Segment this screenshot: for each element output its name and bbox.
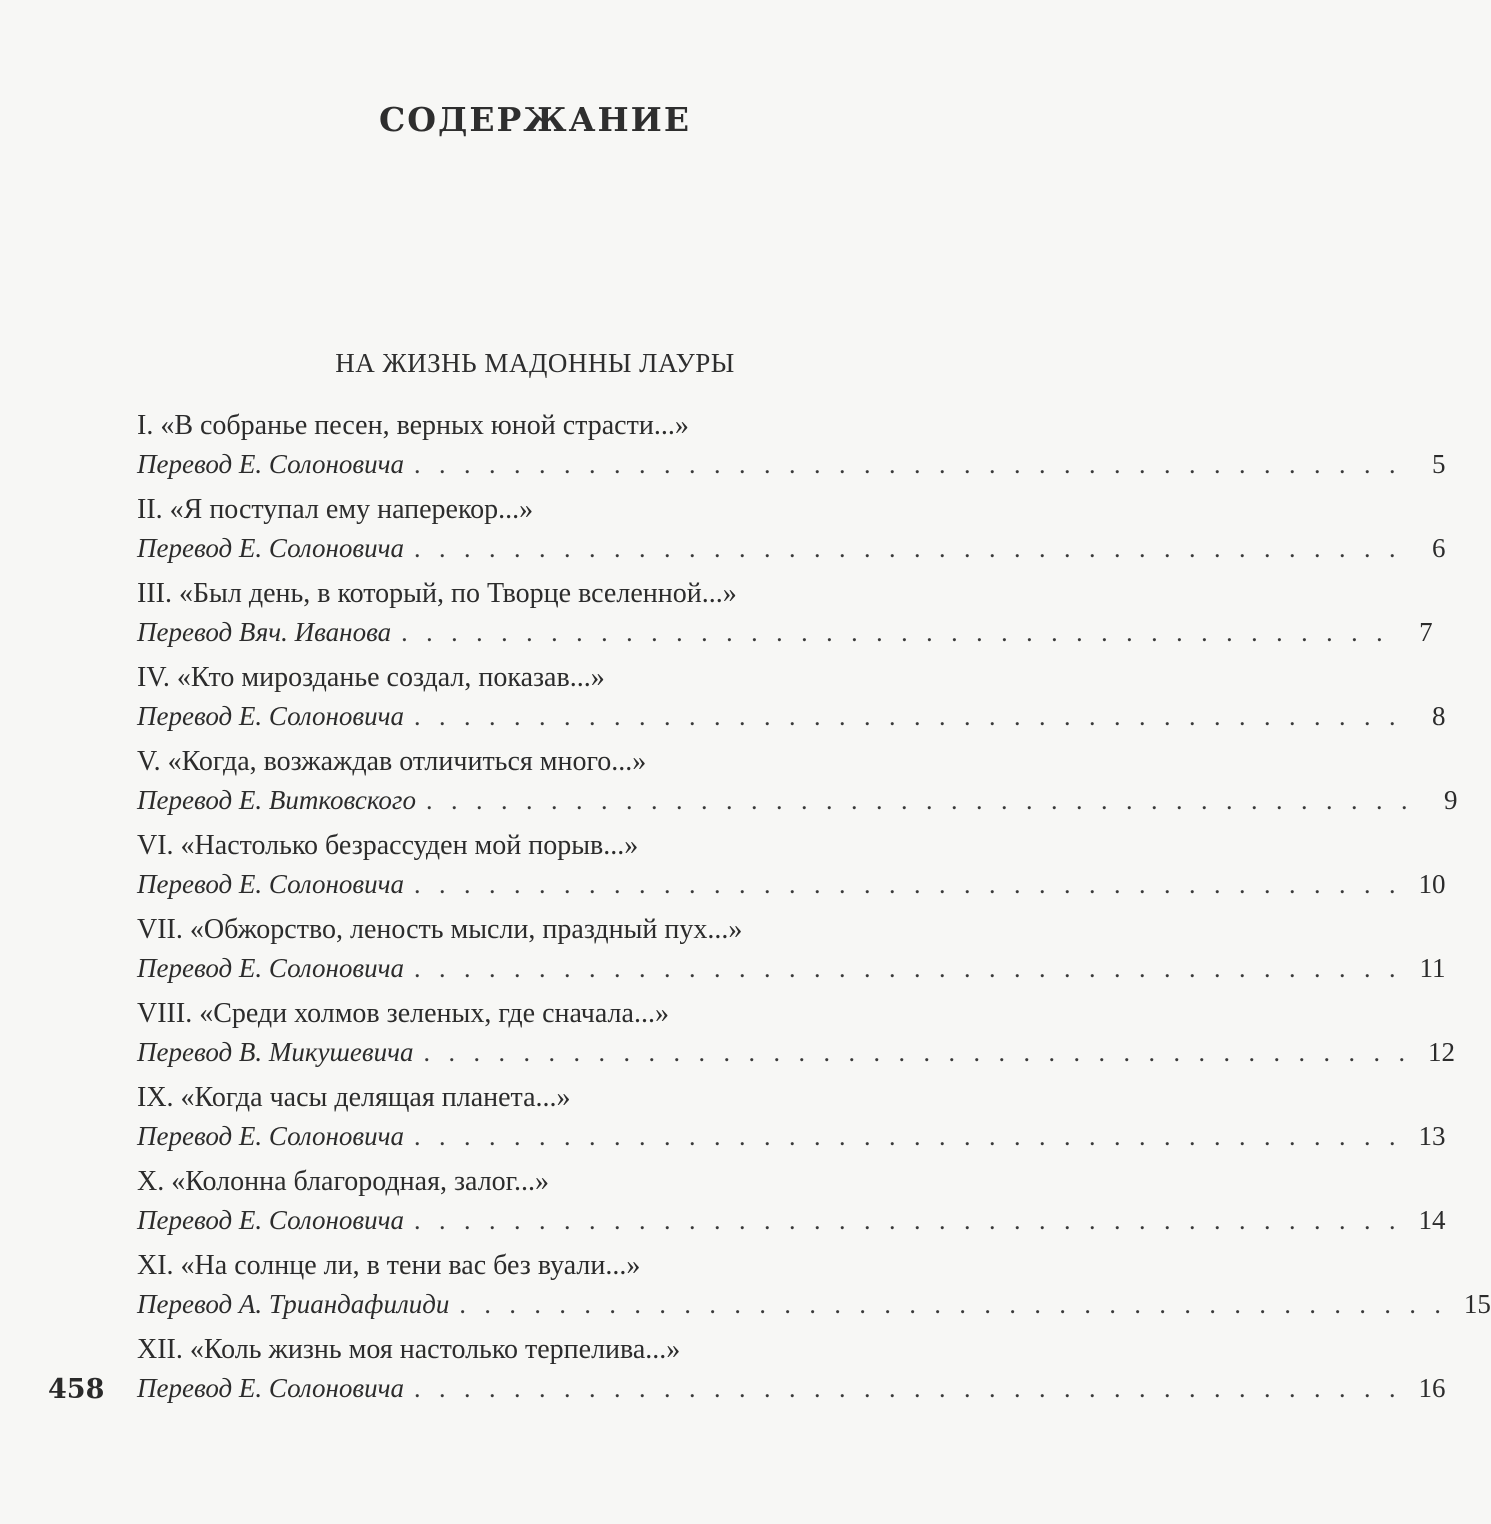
dot-leader: . . . . . . . . . . . . . . . . . . . . . . . . . . . . . . . . . . . . . . . . (459, 1290, 1447, 1319)
entry-page-number: 10 (1418, 869, 1446, 899)
entry-translator: Перевод Е. Солоновича (137, 701, 404, 731)
entry-title: X. «Колонна благородная, залог...» (137, 1166, 550, 1197)
entry-page-number: 13 (1418, 1121, 1446, 1151)
dot-leader: . . . . . . . . . . . . . . . . . . . . . . . . . . . . . . . . . . . . . . . . (401, 618, 1389, 647)
entry-title: II. «Я поступал ему наперекор...» (137, 494, 534, 525)
entry-page-number: 16 (1418, 1373, 1446, 1403)
entry-page-number: 15 (1463, 1289, 1491, 1319)
toc-entry[interactable] (137, 404, 1446, 488)
entry-translator: Перевод Е. Солоновича (137, 1121, 404, 1151)
entry-translator: Перевод Е. Солоновича (137, 533, 404, 563)
entry-title: XI. «На солнце ли, в тени вас без вуали...» (137, 1250, 641, 1281)
dot-leader: . . . . . . . . . . . . . . . . . . . . . . . . . . . . . . . . . . . . . . . . (423, 1038, 1411, 1067)
entry-translator: Перевод Е. Солоновича (137, 869, 404, 899)
page-title: СОДЕРЖАНИЕ (378, 100, 691, 139)
entry-translator: Перевод Е. Солоновича (137, 449, 404, 479)
entry-title: VII. «Обжорство, леность мысли, праздный пух...» (137, 914, 743, 945)
entry-page-number: 9 (1443, 785, 1458, 815)
entry-translator: Перевод Вяч. Иванова (137, 617, 392, 647)
entry-title: V. «Когда, возжаждав отличиться много...» (137, 746, 647, 777)
entry-translator: Перевод Е. Солоновича (137, 1373, 404, 1403)
entry-translator: Перевод В. Микушевича (137, 1037, 414, 1067)
section-title: НА ЖИЗНЬ МАДОННЫ ЛАУРЫ (335, 348, 735, 378)
entry-title: I. «В собранье песен, верных юной страсти...» (137, 410, 689, 441)
toc-entry[interactable] (137, 1076, 1446, 1160)
entry-translator: Перевод А. Триандафилиди (137, 1289, 450, 1319)
entry-page-number: 11 (1419, 953, 1446, 983)
entry-page-number: 14 (1418, 1205, 1446, 1235)
entry-page-number: 6 (1432, 533, 1446, 563)
toc-entry[interactable] (137, 992, 1455, 1076)
entry-translator: Перевод Е. Солоновича (137, 953, 404, 983)
entry-page-number: 8 (1432, 701, 1446, 731)
entry-title: IV. «Кто мирозданье создал, показав...» (137, 662, 605, 693)
dot-leader: . . . . . . . . . . . . . . . . . . . . . . . . . . . . . . . . . . . . . . . . (414, 1206, 1402, 1235)
entry-title: XII. «Коль жизнь моя настолько терпелива...» (137, 1334, 681, 1365)
dot-leader: . . . . . . . . . . . . . . . . . . . . . . . . . . . . . . . . . . . . . . . . (414, 954, 1402, 983)
dot-leader: . . . . . . . . . . . . . . . . . . . . . . . . . . . . . . . . . . . . . . . . (414, 534, 1402, 563)
entry-page-number: 7 (1419, 617, 1433, 647)
toc-entry[interactable] (137, 572, 1433, 656)
dot-leader: . . . . . . . . . . . . . . . . . . . . . . . . . . . . . . . . . . . . . . . . (414, 1122, 1402, 1151)
dot-leader: . . . . . . . . . . . . . . . . . . . . . . . . . . . . . . . . . . . . . . . . (425, 786, 1414, 815)
page-number: 458 (48, 1374, 105, 1405)
entry-translator: Перевод Е. Солоновича (137, 1205, 404, 1235)
toc-entry[interactable] (137, 824, 1446, 908)
entry-title: III. «Был день, в который, по Творце вселенной...» (137, 578, 737, 609)
table-of-contents (137, 404, 1491, 1412)
toc-entry[interactable] (137, 1244, 1491, 1328)
entry-page-number: 12 (1427, 1037, 1455, 1067)
entry-title: VIII. «Среди холмов зеленых, где сначала...» (137, 998, 669, 1029)
entry-title: IX. «Когда часы делящая планета...» (137, 1082, 571, 1113)
toc-entry[interactable] (137, 656, 1446, 740)
entry-translator: Перевод Е. Витковского (137, 785, 416, 815)
toc-entry[interactable] (137, 740, 1458, 824)
toc-entry[interactable] (137, 1328, 1446, 1412)
dot-leader: . . . . . . . . . . . . . . . . . . . . . . . . . . . . . . . . . . . . . . . . (414, 702, 1402, 731)
dot-leader: . . . . . . . . . . . . . . . . . . . . . . . . . . . . . . . . . . . . . . . . (414, 1374, 1402, 1403)
toc-entry[interactable] (137, 488, 1446, 572)
entry-page-number: 5 (1432, 449, 1446, 479)
dot-leader: . . . . . . . . . . . . . . . . . . . . . . . . . . . . . . . . . . . . . . . . (414, 870, 1402, 899)
dot-leader: . . . . . . . . . . . . . . . . . . . . . . . . . . . . . . . . . . . . . . . . (414, 450, 1402, 479)
entry-title: VI. «Настолько безрассуден мой порыв...» (137, 830, 639, 861)
toc-entry[interactable] (137, 908, 1446, 992)
toc-entry[interactable] (137, 1160, 1446, 1244)
